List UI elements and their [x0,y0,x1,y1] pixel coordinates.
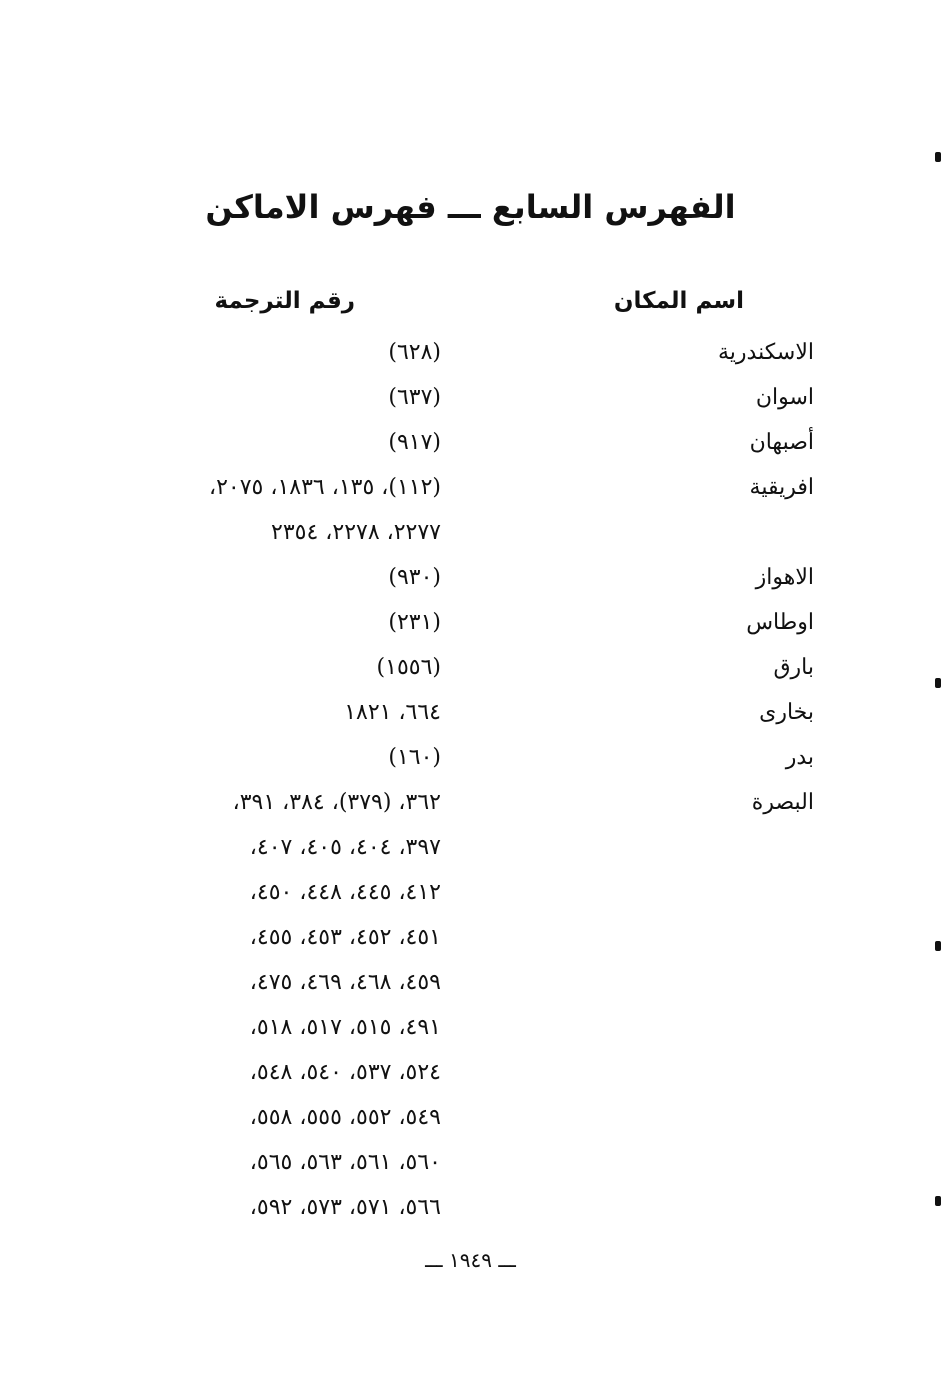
index-entry [0,600,941,645]
number-line: ٥٤٩، ٥٥٢، ٥٥٥، ٥٥٨، [249,1105,441,1130]
number-line: ٤١٢، ٤٤٥، ٤٤٨، ٤٥٠، [249,880,441,905]
biography-numbers [0,735,441,780]
margin-mark [935,941,941,951]
number-line: ٦٦٤، ١٨٢١ [344,700,441,725]
index-entry [0,330,941,375]
place-name: البصرة [751,790,814,815]
place-name: الاسكندرية [718,340,814,365]
biography-numbers [0,645,441,690]
place-name: الاهواز [755,565,814,590]
index-entries [0,330,941,1230]
biography-numbers [0,555,441,600]
margin-mark [935,152,941,162]
number-line: ٥٦٦، ٥٧١، ٥٧٣، ٥٩٢، [249,1195,441,1220]
biography-numbers [0,420,441,465]
place-name: بخارى [759,700,814,725]
index-entry [0,465,941,555]
number-line: (١٥٥٦) [376,655,441,680]
biography-numbers [0,375,441,420]
index-entry [0,555,941,600]
page-number: ـــ ١٩٤٩ ـــ [425,1248,516,1272]
number-line: ٥٢٤، ٥٣٧، ٥٤٠، ٥٤٨، [249,1060,441,1085]
index-entry [0,420,941,465]
place-column-header: اسم المكان [613,288,744,314]
place-name: أصبهان [749,430,814,455]
number-line: (١٦٠) [388,745,441,770]
biography-numbers [0,690,441,735]
biography-numbers [0,330,441,375]
number-line: ٤٥١، ٤٥٢، ٤٥٣، ٤٥٥، [249,925,441,950]
index-entry [0,735,941,780]
page-title: الفهرس السابع ـــ فهرس الاماكن [205,188,736,226]
index-entry [0,690,941,735]
number-line: ٣٦٢، (٣٧٩)، ٣٨٤، ٣٩١، [232,790,441,815]
number-column-header: رقم الترجمة [214,288,355,314]
number-line: ٤٩١، ٥١٥، ٥١٧، ٥١٨، [249,1015,441,1040]
number-line: ٣٩٧، ٤٠٤، ٤٠٥، ٤٠٧، [249,835,441,860]
number-line: (٢٣١) [388,610,441,635]
place-name: اوطاس [746,610,814,635]
biography-numbers [0,600,441,645]
place-name: اسوان [755,385,814,410]
place-name: بدر [785,745,814,770]
index-entry [0,780,941,1230]
biography-numbers [0,780,441,1230]
place-name: افريقية [749,475,814,500]
number-line: (٦٣٧) [388,385,441,410]
margin-mark [935,1196,941,1206]
number-line: (١١٢)، ١٣٥، ١٨٣٦، ٢٠٧٥، [208,475,441,500]
number-line: (٦٢٨) [388,340,441,365]
number-line: ٢٢٧٧، ٢٢٧٨، ٢٣٥٤ [271,520,441,545]
number-line: (٩١٧) [388,430,441,455]
number-line: (٩٣٠) [388,565,441,590]
place-name: بارق [773,655,814,680]
number-line: ٥٦٠، ٥٦١، ٥٦٣، ٥٦٥، [249,1150,441,1175]
biography-numbers [0,465,441,555]
margin-mark [935,678,941,688]
index-entry [0,645,941,690]
index-entry [0,375,941,420]
number-line: ٤٥٩، ٤٦٨، ٤٦٩، ٤٧٥، [249,970,441,995]
